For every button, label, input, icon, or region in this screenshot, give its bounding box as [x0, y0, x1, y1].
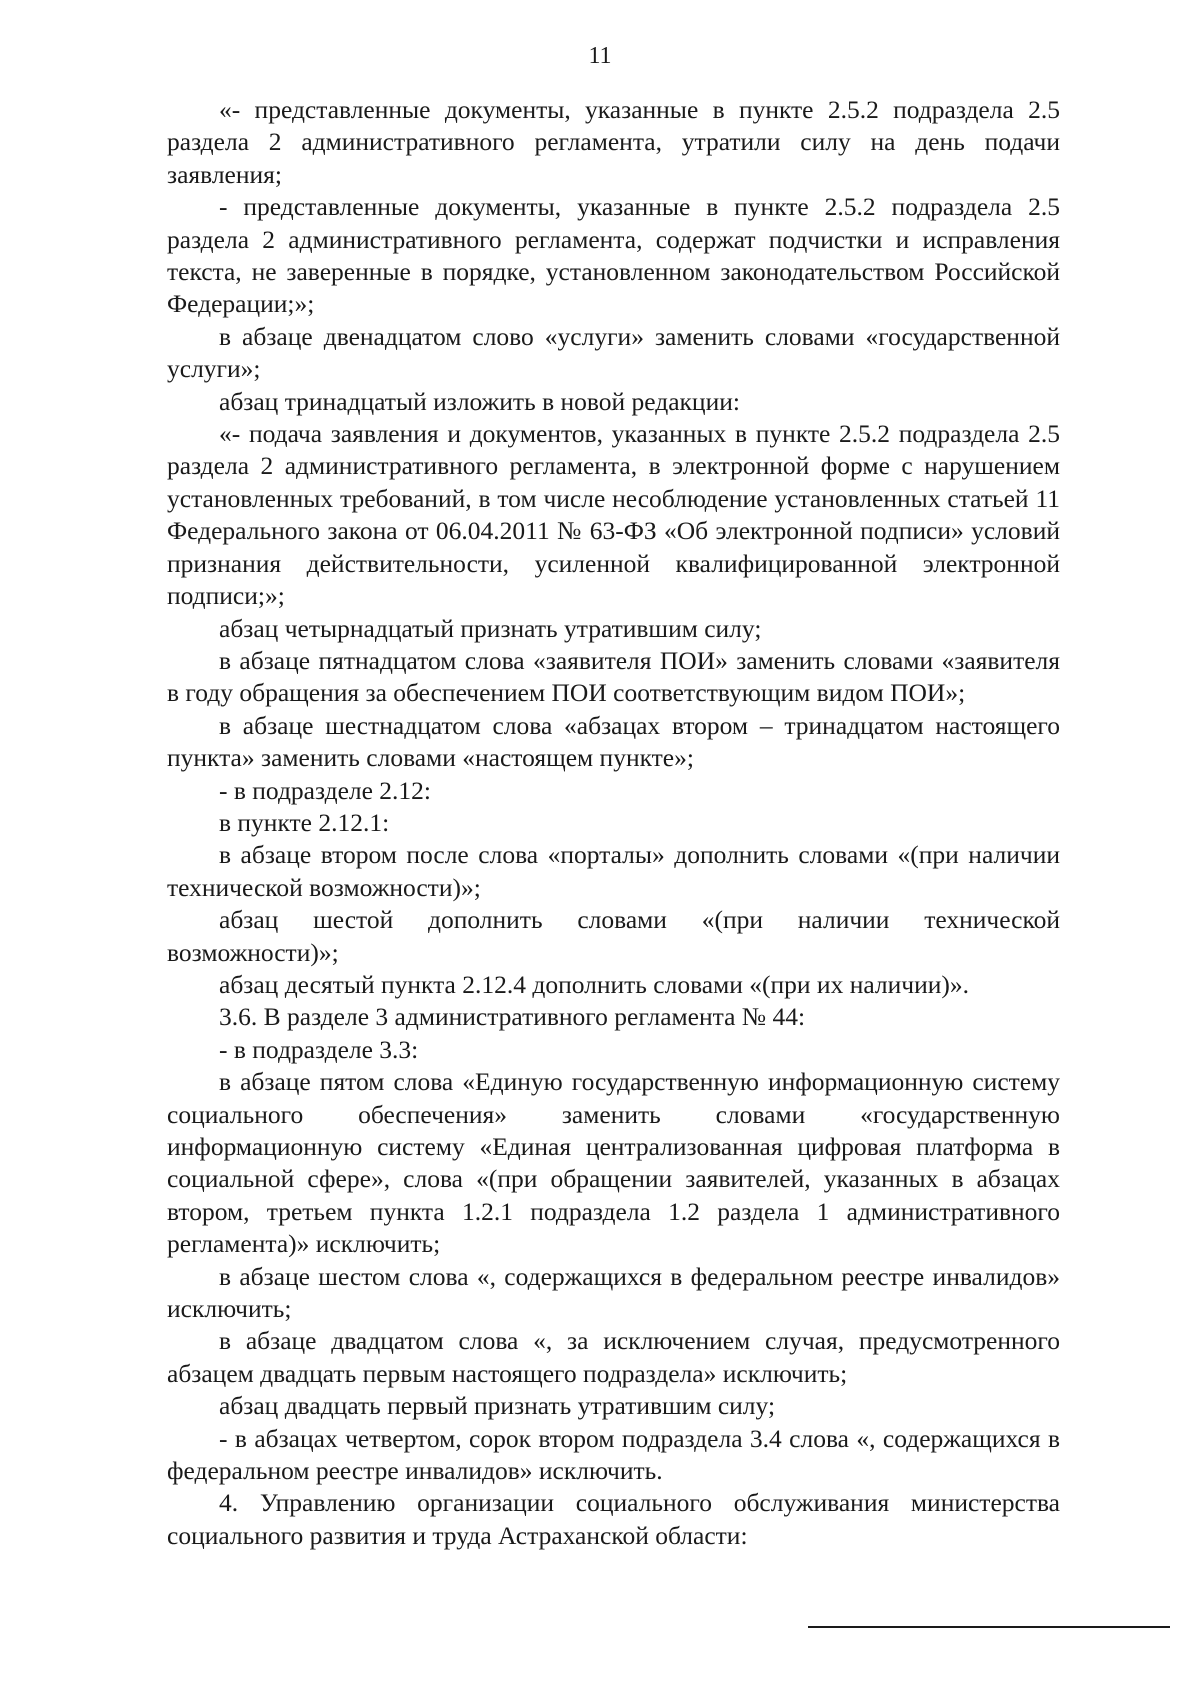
page-number: 11	[588, 43, 612, 69]
paragraph: абзац десятый пункта 2.12.4 дополнить словами «(при их наличии)».	[219, 969, 969, 999]
paragraph: абзац двадцать первый признать утратившим силу;	[219, 1391, 776, 1421]
paragraph: абзац тринадцатый изложить в новой редакции:	[219, 386, 740, 416]
paragraph: в абзаце двадцатом слова «, за исключением случая, предусмотренного абзацем двадцать первым настоящего подраздела» исключить;	[167, 1326, 1060, 1388]
paragraph: абзац четырнадцатый признать утратившим силу;	[219, 613, 762, 643]
paragraph: в абзаце пятнадцатом слова «заявителя ПОИ» заменить словами «заявителя в году обращения за обеспечением ПОИ соответствующим видом ПОИ»;	[167, 645, 1060, 708]
paragraph: в абзаце двенадцатом слово «услуги» заменить словами «государственной услуги»;	[167, 321, 1060, 384]
paragraph: в абзаце шестом слова «, содержащихся в федеральном реестре инвалидов» исключить;	[167, 1261, 1060, 1324]
paragraph: в пункте 2.12.1:	[219, 807, 390, 837]
footer-rule	[808, 1626, 1170, 1628]
paragraph: - в подразделе 2.12:	[219, 775, 432, 805]
paragraph: в абзаце втором после слова «порталы» дополнить словами «(при наличии технической возможности)»;	[167, 840, 1060, 902]
paragraph: абзац шестой дополнить словами «(при наличии технической возможности)»;	[167, 905, 1060, 967]
paragraph: - представленные документы, указанные в пункте 2.5.2 подраздела 2.5 раздела 2 административного регламента, содержат подчистки и исправления текста, не заверенные в порядке, установленном законодательством Российской Федерации;»;	[167, 192, 1060, 319]
paragraph: - в абзацах четвертом, сорок втором подраздела 3.4 слова «, содержащихся в федеральном реестре инвалидов» исключить.	[167, 1423, 1060, 1486]
document-body	[167, 94, 1060, 1552]
paragraph: 3.6. В разделе 3 административного регламента № 44:	[219, 1002, 806, 1032]
paragraph: в абзаце пятом слова «Единую государственную информационную систему социального обеспечения» заменить словами «государственную информационную систему «Единая централизованная цифровая платформа в социальной сфере», слова «(при обращении заявителей, указанных в абзацах втором, третьем пункта 1.2.1 подраздела 1.2 раздела 1 административного регламента)» исключить;	[167, 1067, 1060, 1259]
paragraph: «- представленные документы, указанные в пункте 2.5.2 подраздела 2.5 раздела 2 административного регламента, утратили силу на день подачи заявления;	[167, 95, 1060, 189]
paragraph: - в подразделе 3.3:	[219, 1034, 419, 1064]
paragraph: «- подача заявления и документов, указанных в пункте 2.5.2 подраздела 2.5 раздела 2 административного регламента, в электронной форме с нарушением установленных требований, в том числе несоблюдение установленных статьей 11 Федерального закона от 06.04.2011 № 63-ФЗ «Об электронной подписи» условий признания действительности, усиленной квалифицированной электронной подписи;»;	[167, 419, 1060, 611]
paragraph: 4. Управлению организации социального обслуживания министерства социального развития и труда Астраханской области:	[167, 1488, 1060, 1550]
paragraph: в абзаце шестнадцатом слова «абзацах втором – тринадцатом настоящего пункта» заменить словами «настоящем пункте»;	[167, 710, 1060, 773]
